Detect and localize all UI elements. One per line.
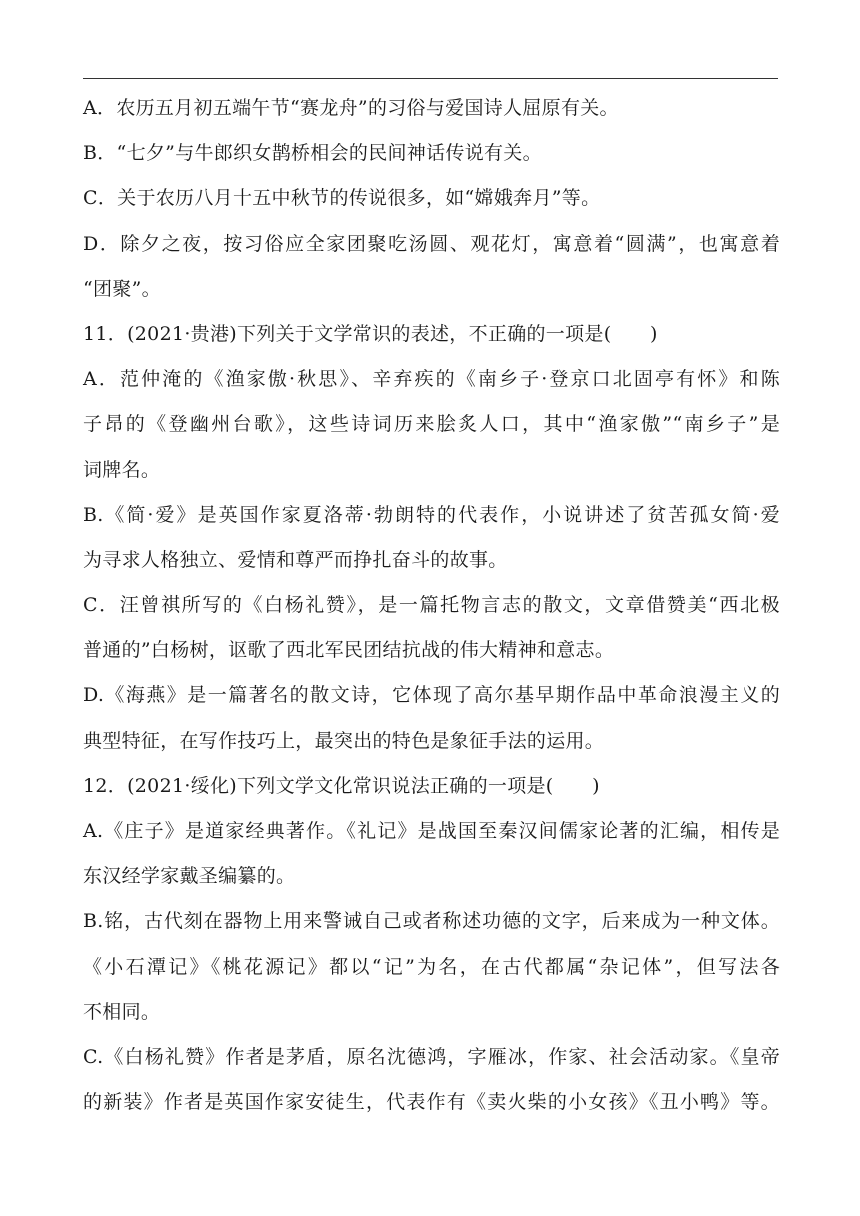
text-line: D．除夕之夜，按习俗应全家团聚吃汤圆、观花灯，寓意着“圆满”，也寓意着 [83, 232, 780, 255]
text-line: D.《海燕》是一篇著名的散文诗，它体现了高尔基早期作品中革命浪漫主义的 [83, 684, 780, 707]
text-line: C．汪曾祺所写的《白杨礼赞》，是一篇托物言志的散文，文章借赞美“西北极 [83, 594, 780, 617]
text-line: 为寻求人格独立、爱情和尊严而挣扎奋斗的故事。 [83, 548, 508, 571]
text-line: C.《白杨礼赞》作者是茅盾，原名沈德鸿，字雁冰，作家、社会活动家。《皇帝 [83, 1045, 780, 1068]
text-line: B.铭，古代刻在器物上用来警诫自己或者称述功德的文字，后来成为一种文体。 [83, 910, 780, 933]
text-line: 普通的”白杨树，讴歌了西北军民团结抗战的伟大精神和意志。 [83, 639, 615, 662]
text-line: 东汉经学家戴圣编纂的。 [83, 865, 296, 888]
text-line: A．范仲淹的《渔家傲·秋思》、辛弃疾的《南乡子·登京口北固亭有怀》和陈 [83, 368, 780, 391]
text-line: 不相同。 [83, 1000, 161, 1023]
text-line: 的新装》作者是英国作家安徒生，代表作有《卖火柴的小女孩》《丑小鸭》等。 [83, 1091, 780, 1114]
text-line: A.《庄子》是道家经典著作。《礼记》是战国至秦汉间儒家论著的汇编，相传是 [83, 820, 780, 842]
document-body [83, 86, 780, 1125]
text-line: 典型特征，在写作技巧上，最突出的特色是象征手法的运用。 [83, 729, 605, 752]
text-line: 词牌名。 [83, 458, 161, 481]
text-line: B．“七夕”与牛郎织女鹊桥相会的民间神话传说有关。 [83, 142, 542, 165]
top-rule [83, 78, 778, 79]
text-line: 12．(2021·绥化)下列文学文化常识说法正确的一项是( ) [83, 774, 600, 797]
text-line: “团聚”。 [83, 277, 161, 300]
text-line: A．农历五月初五端午节“赛龙舟”的习俗与爱国诗人屈原有关。 [83, 97, 619, 119]
text-line: C．关于农历八月十五中秋节的传说很多，如“嫦娥奔月”等。 [83, 187, 601, 210]
text-line: 子昂的《登幽州台歌》，这些诗词历来脍炙人口，其中“渔家傲”“南乡子”是 [83, 413, 780, 436]
text-line: B.《简·爱》是英国作家夏洛蒂·勃朗特的代表作，小说讲述了贫苦孤女简·爱 [83, 503, 780, 526]
text-line: 11．(2021·贵港)下列关于文学常识的表述，不正确的一项是( ) [83, 322, 658, 345]
text-line: 《小石潭记》《桃花源记》都以“记”为名，在古代都属“杂记体”，但写法各 [83, 955, 780, 978]
